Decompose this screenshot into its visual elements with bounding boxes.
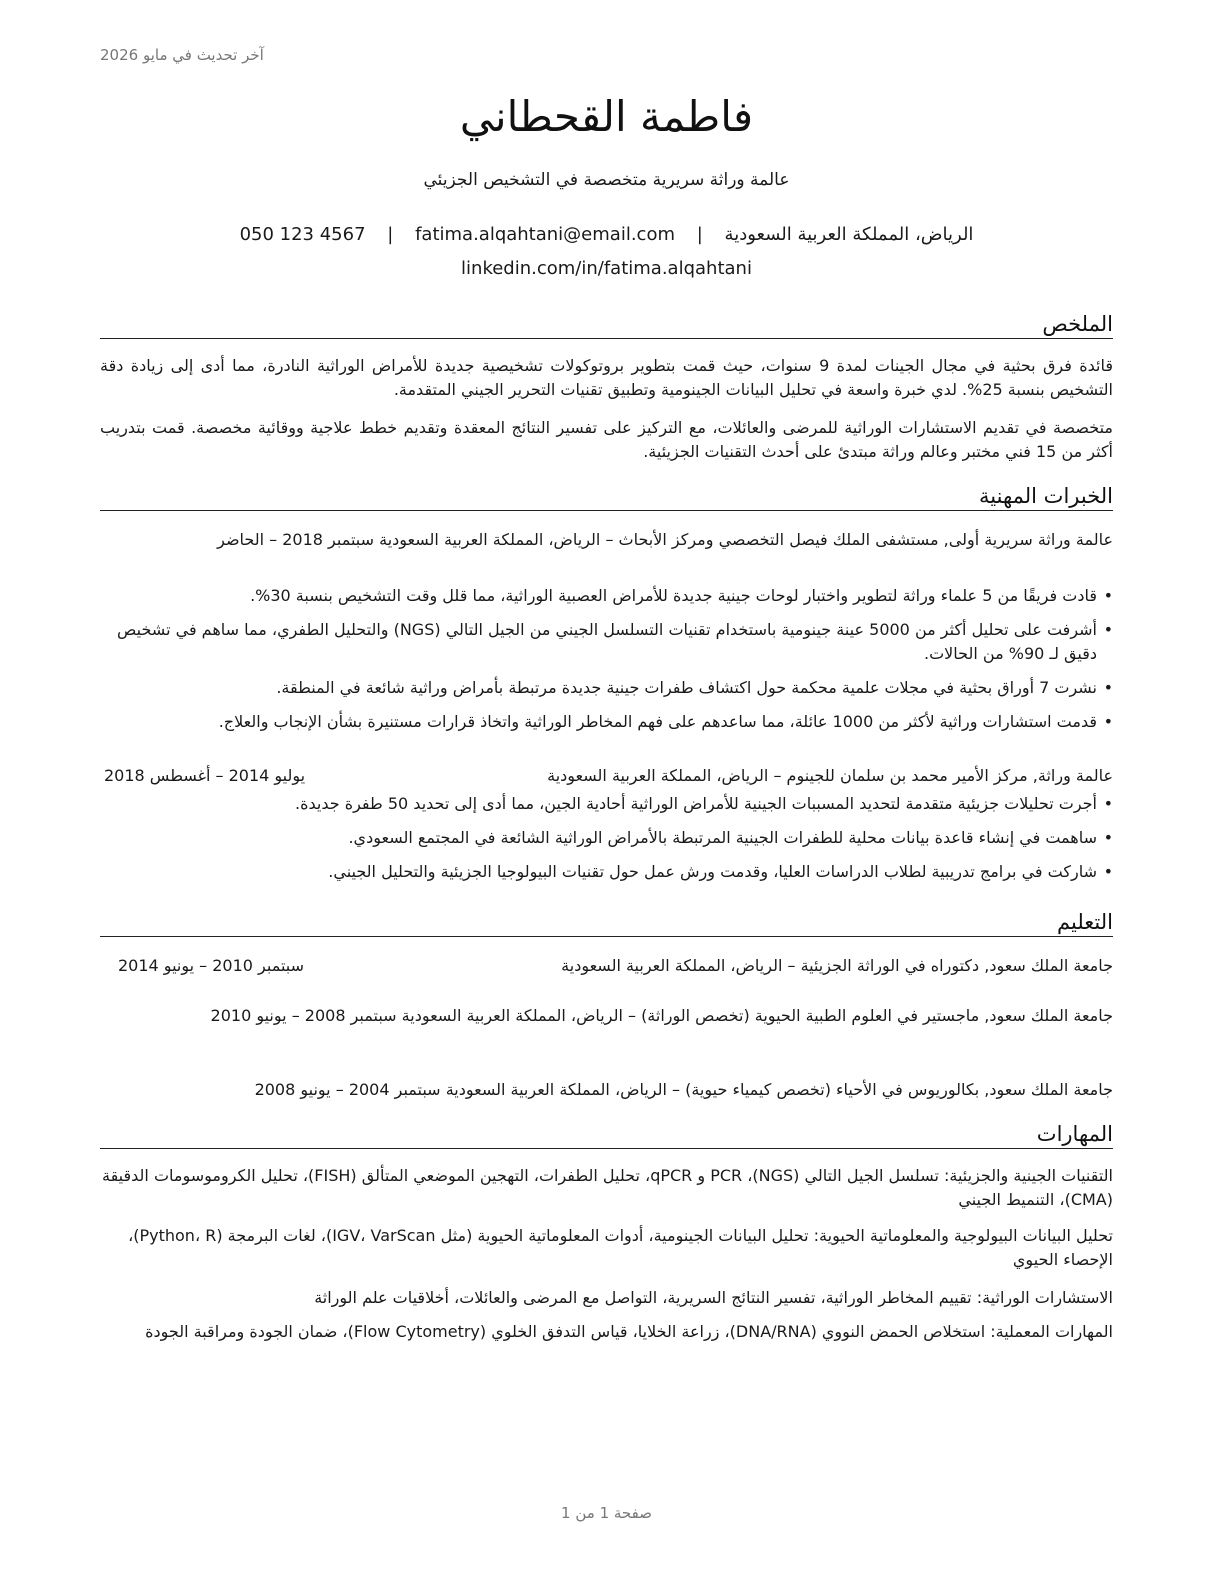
education-dates: سبتمبر 2004 – يونيو 2008 (254, 1080, 441, 1099)
job-dates: يوليو 2014 – أغسطس 2018 (104, 766, 306, 785)
contact-separator: | (696, 224, 703, 245)
page-number: صفحة 1 من 1 (561, 1504, 652, 1522)
skills-heading: المهارات (100, 1122, 1113, 1149)
education-item (100, 1078, 1113, 1102)
linkedin-link[interactable]: linkedin.com/in/fatima.alqahtani (461, 258, 752, 279)
list-item: • أجرت تحليلات جزيئية متقدمة لتحديد المسببات الجينية للأمراض الوراثية أحادية الجين، مما أدى إلى تحديد 50 طفرة جديدة. (100, 792, 1113, 816)
candidate-title: عالمة وراثة سريرية متخصصة في التشخيص الجزيئي (423, 170, 790, 190)
skill-item: الاستشارات الوراثية: تقييم المخاطر الوراثية، تفسير النتائج السريرية، التواصل مع المرضى والعائلات، أخلاقيات علم الوراثة (314, 1288, 1113, 1307)
job-bullets (100, 584, 1113, 744)
email-link[interactable]: fatima.alqahtani@email.com (415, 224, 675, 245)
list-item: • نشرت 7 أوراق بحثية في مجلات علمية محكمة حول اكتشاف طفرات جينية جديدة مرتبطة بأمراض وراثية شائعة في المنطقة. (100, 676, 1113, 700)
resume-page (100, 0, 1113, 1584)
last-updated: آخر تحديث في مايو 2026 (100, 46, 264, 64)
list-item: • قدمت استشارات وراثية لأكثر من 1000 عائلة، مما ساعدهم على فهم المخاطر الوراثية واتخاذ قرارات مستنيرة بشأن الإنجاب والعلاج. (100, 710, 1113, 734)
education-item (100, 1004, 1113, 1028)
education-heading: التعليم (100, 910, 1113, 937)
job-bullets (100, 792, 1113, 894)
summary-paragraph: متخصصة في تقديم الاستشارات الوراثية للمرضى والعائلات، مع التركيز على تفسير النتائج المعقدة وتقديم خطط علاجية ووقائية مخصصة. قمت بتدريب أكثر من 15 فني مختبر وعالم وراثة مبتدئ على أحدث التقنيات الجزيئية. (100, 418, 1113, 461)
education-dates: سبتمبر 2008 – يونيو 2010 (210, 1006, 397, 1025)
list-item: • ساهمت في إنشاء قاعدة بيانات محلية للطفرات الجينية المرتبطة بالأمراض الوراثية الشائعة في المجتمع السعودي. (100, 826, 1113, 850)
job-dates: سبتمبر 2018 – الحاضر (217, 530, 375, 549)
skill-item: التقنيات الجينية والجزيئية: تسلسل الجيل التالي (NGS)، PCR و qPCR، تحليل الطفرات، التهجين الموضعي المتألق (FISH)، تحليل الكروموسومات الدقيقة (CMA)، التنميط الجيني (102, 1166, 1113, 1209)
education-degree: جامعة الملك سعود, دكتوراه في الوراثة الجزيئية – الرياض، المملكة العربية السعودية (561, 956, 1113, 975)
candidate-name: فاطمة القحطاني (459, 92, 754, 141)
list-item: • شاركت في برامج تدريبية لطلاب الدراسات العليا، وقدمت ورش عمل حول تقنيات البيولوجيا الجزيئية والتحليل الجيني. (100, 860, 1113, 884)
summary-heading: الملخص (100, 312, 1113, 339)
education-dates: سبتمبر 2010 – يونيو 2014 (118, 956, 305, 975)
job-title-line (100, 528, 1113, 552)
education-item (100, 954, 1113, 978)
contact-separator: | (387, 224, 394, 245)
skill-item: المهارات المعملية: استخلاص الحمض النووي (DNA/RNA)، زراعة الخلايا، قياس التدفق الخلوي (Flow Cytometry)، ضمان الجودة ومراقبة الجودة (145, 1322, 1113, 1341)
list-item: • قادت فريقًا من 5 علماء وراثة لتطوير واختبار لوحات جينية جديدة للأمراض العصبية الوراثية، مما قلل وقت التشخيص بنسبة 30%. (100, 584, 1113, 608)
skill-item: تحليل البيانات البيولوجية والمعلوماتية الحيوية: تحليل البيانات الجينومية، أدوات المعلوماتية الحيوية (مثل IGV، VarScan)، لغات البرمجة (Python، R)، الإحصاء الحيوي (128, 1226, 1113, 1269)
job-title-line (100, 764, 1113, 788)
job-title: عالمة وراثة, مركز الأمير محمد بن سلمان للجينوم – الرياض، المملكة العربية السعودية (547, 766, 1113, 785)
summary-paragraph: قائدة فرق بحثية في مجال الجينات لمدة 9 سنوات، حيث قمت بتطوير بروتوكولات تشخيصية جديدة للأمراض الوراثية النادرة، مما أدى إلى زيادة دقة التشخيص بنسبة 25%. لدي خبرة واسعة في تحليل البيانات الجينومية وتطبيق تقنيات التحرير الجيني المتقدمة. (100, 356, 1114, 399)
location: الرياض، المملكة العربية السعودية (724, 224, 974, 245)
experience-heading: الخبرات المهنية (100, 484, 1113, 511)
phone: 050 123 4567 (239, 224, 366, 245)
list-item: • أشرفت على تحليل أكثر من 5000 عينة جينومية باستخدام تقنيات التسلسل الجيني من الجيل التالي (NGS) والتحليل الطفري، مما ساهم في تشخيص دقيق لـ 90% من الحالات. (100, 618, 1113, 666)
education-degree: جامعة الملك سعود, بكالوريوس في الأحياء (تخصص كيمياء حيوية) – الرياض، المملكة العربية السعودية (445, 1080, 1113, 1099)
job-title: عالمة وراثة سريرية أولى, مستشفى الملك فيصل التخصصي ومركز الأبحاث – الرياض، المملكة العربية السعودية (379, 530, 1113, 549)
education-degree: جامعة الملك سعود, ماجستير في العلوم الطبية الحيوية (تخصص الوراثة) – الرياض، المملكة العربية السعودية (401, 1006, 1113, 1025)
contact-line (100, 224, 1113, 245)
